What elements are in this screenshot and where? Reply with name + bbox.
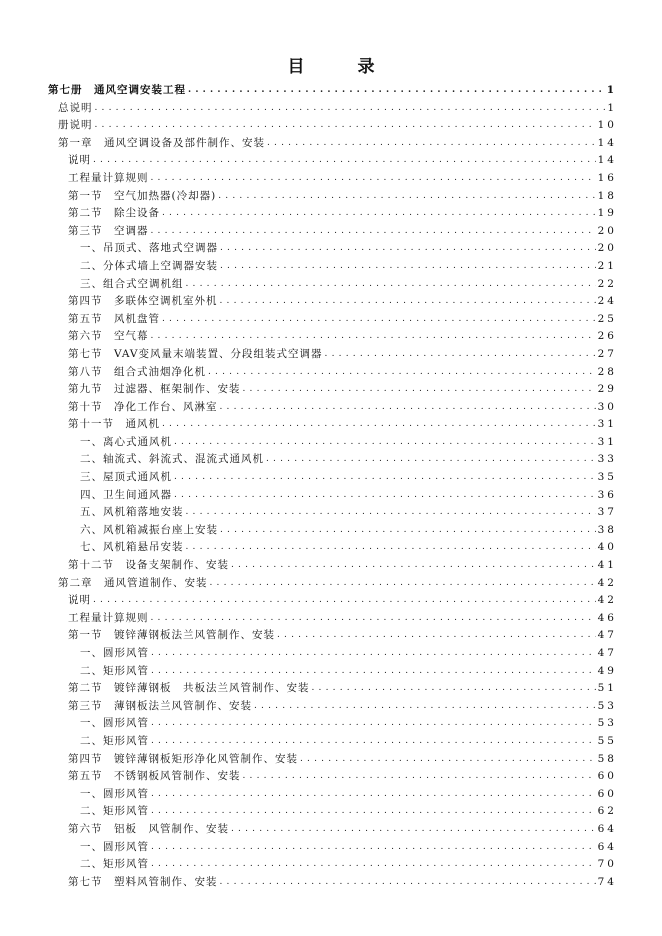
toc-dot-leader (243, 384, 596, 394)
toc-entry-page-number: 42 (597, 594, 617, 607)
toc-dot-leader (174, 437, 596, 447)
toc-entry-label: 二、轴流式、斜流式、混流式通风机 (80, 453, 264, 466)
toc-entry-page-number: 64 (597, 822, 617, 835)
toc-entry-page-number: 38 (597, 523, 617, 536)
toc-entry[interactable] (0, 311, 662, 329)
toc-entry-label: 四、卫生间通风器 (80, 488, 172, 501)
toc-dot-leader (300, 754, 596, 764)
toc-entry-label: 第十节 净化工作台、风淋室 (68, 400, 218, 413)
toc-entry-page-number: 70 (597, 858, 617, 871)
toc-entry-page-number: 49 (597, 664, 617, 677)
toc-entry-label: 第十二节 设备支架制作、安装 (68, 559, 229, 572)
toc-entry[interactable] (0, 557, 662, 575)
toc-entry-label: 一、圆形风管 (80, 647, 149, 659)
toc-dot-leader (243, 771, 596, 781)
toc-entry[interactable] (0, 645, 662, 663)
toc-dot-leader (151, 789, 596, 799)
toc-dot-leader (151, 173, 596, 183)
toc-entry-page-number: 33 (597, 453, 617, 466)
toc-entry[interactable] (0, 821, 662, 839)
toc-entry-page-number: 22 (597, 277, 617, 290)
toc-entry-page-number: 1 (606, 84, 617, 96)
toc-entry-page-number: 74 (597, 875, 617, 888)
toc-entry-page-number: 30 (597, 400, 617, 413)
toc-dot-leader (231, 560, 596, 570)
toc-entry-page-number: 36 (597, 488, 617, 501)
toc-entry-page-number: 53 (597, 717, 617, 730)
toc-entry-page-number: 10 (597, 119, 617, 132)
toc-entry[interactable] (0, 504, 662, 522)
toc-entry-page-number: 20 (597, 242, 617, 255)
toc-entry-label: 第六节 铝板 风管制作、安装 (68, 822, 229, 835)
toc-entry-page-number: 26 (597, 330, 617, 343)
toc-dot-leader (93, 155, 596, 165)
toc-dot-leader (151, 842, 596, 852)
toc-dot-leader (174, 490, 596, 500)
toc-entry-page-number: 41 (597, 559, 617, 572)
toc-entry-label: 总说明 (58, 101, 93, 114)
toc-entry-page-number: 62 (597, 805, 617, 818)
toc-dot-leader (188, 85, 605, 95)
toc-entry[interactable] (0, 786, 662, 804)
toc-dot-leader (220, 402, 596, 412)
toc-entry-label: 一、圆形风管 (80, 787, 149, 800)
toc-entry-page-number: 60 (597, 770, 617, 783)
toc-entry[interactable] (0, 856, 662, 874)
toc-entry-label: 册说明 (58, 119, 93, 132)
toc-entry-page-number: 18 (597, 189, 617, 202)
toc-entry-page-number: 14 (597, 154, 617, 167)
toc-entry[interactable] (0, 381, 662, 399)
toc-entry-label: 二、分体式墙上空调器安装 (80, 259, 218, 272)
toc-dot-leader (186, 542, 596, 552)
toc-entry-page-number: 40 (597, 541, 617, 554)
toc-entry-page-number: 47 (597, 629, 617, 642)
toc-entry-label: 第一节 空气加热器(冷却器) (68, 189, 217, 202)
toc-entry-page-number: 47 (597, 647, 617, 659)
toc-entry-label: 六、风机箱减振台座上安装 (80, 523, 218, 536)
toc-entry-page-number: 27 (597, 347, 617, 360)
toc-entry[interactable] (0, 522, 662, 540)
page-title: 目 录 (287, 57, 393, 77)
toc-entry[interactable] (0, 627, 662, 645)
toc-dot-leader (151, 666, 596, 676)
toc-entry[interactable] (0, 751, 662, 769)
toc-entry[interactable] (0, 135, 662, 153)
toc-entry-label: 二、矩形风管 (80, 734, 149, 747)
toc-entry-page-number: 46 (597, 611, 617, 624)
toc-entry-page-number: 31 (597, 418, 617, 431)
toc-entry-label: 说明 (68, 594, 91, 607)
toc-entry[interactable] (0, 680, 662, 698)
toc-entry-page-number: 37 (597, 506, 617, 519)
toc-entry[interactable] (0, 874, 662, 892)
toc-entry-label: 说明 (68, 154, 91, 167)
toc-entry-page-number: 20 (597, 224, 617, 237)
toc-dot-leader (208, 367, 596, 377)
toc-entry[interactable] (0, 205, 662, 223)
toc-entry[interactable] (0, 592, 662, 610)
toc-dot-leader (151, 226, 596, 236)
toc-dot-leader (162, 314, 596, 324)
toc-entry-label: 一、吊顶式、落地式空调器 (80, 242, 218, 255)
toc-entry-label: 第三节 薄钢板法兰风管制作、安装 (68, 699, 252, 712)
toc-dot-leader (151, 331, 596, 341)
toc-dot-leader (186, 507, 596, 517)
toc-entry[interactable] (0, 416, 662, 434)
toc-entry-page-number: 35 (597, 471, 617, 484)
toc-entry-page-number: 60 (597, 787, 617, 800)
toc-dot-leader (151, 806, 596, 816)
toc-entry-label: 二、矩形风管 (80, 664, 149, 677)
toc-entry-label: 第七节 塑料风管制作、安装 (68, 875, 218, 888)
toc-entry[interactable] (0, 328, 662, 346)
toc-dot-leader (220, 877, 596, 887)
toc-dot-leader (210, 578, 596, 588)
toc-entry-page-number: 28 (597, 365, 617, 378)
toc-dot-leader (151, 718, 596, 728)
toc-entry[interactable] (0, 82, 662, 100)
toc-entry-page-number: 25 (597, 312, 617, 325)
toc-entry-label: 第二节 镀锌薄钢板 共板法兰风管制作、安装 (68, 682, 310, 695)
toc-entry[interactable] (0, 399, 662, 417)
toc-entry[interactable] (0, 698, 662, 716)
toc-entry-label: 第二节 除尘设备 (68, 207, 160, 220)
toc-entry-label: 第十一节 通风机 (68, 418, 160, 431)
toc-entry-label: 第七册 通风空调安装工程 (48, 84, 186, 96)
toc-entry-page-number: 16 (597, 171, 617, 184)
toc-entry-page-number: 55 (597, 734, 617, 747)
toc-entry-page-number: 64 (597, 840, 617, 853)
toc-dot-leader (186, 279, 596, 289)
toc-entry[interactable] (0, 223, 662, 241)
toc-entry-page-number: 21 (597, 259, 617, 272)
toc-entry-label: 工程量计算规则 (68, 611, 149, 624)
table-of-contents (0, 82, 662, 891)
toc-dot-leader (254, 701, 596, 711)
toc-entry-label: 二、矩形风管 (80, 858, 149, 871)
toc-entry[interactable] (0, 276, 662, 294)
toc-entry-label: 第一节 镀锌薄钢板法兰风管制作、安装 (68, 629, 275, 642)
toc-entry-page-number: 58 (597, 752, 617, 765)
toc-entry[interactable] (0, 803, 662, 821)
toc-entry[interactable] (0, 364, 662, 382)
toc-entry[interactable] (0, 152, 662, 170)
toc-entry-label: 第七节 VAV变风量末端装置、分段组装式空调器 (68, 347, 323, 360)
toc-entry-label: 五、风机箱落地安装 (80, 506, 184, 519)
toc-entry[interactable] (0, 663, 662, 681)
toc-entry[interactable] (0, 240, 662, 258)
toc-dot-leader (218, 191, 595, 201)
toc-entry[interactable] (0, 768, 662, 786)
toc-entry-label: 第四节 镀锌薄钢板矩形净化风管制作、安装 (68, 752, 298, 765)
toc-entry[interactable] (0, 117, 662, 135)
toc-dot-leader (95, 120, 596, 130)
toc-entry[interactable] (0, 346, 662, 364)
toc-entry[interactable] (0, 258, 662, 276)
toc-entry-label: 三、屋顶式通风机 (80, 471, 172, 484)
toc-entry-label: 第三节 空调器 (68, 224, 149, 237)
toc-dot-leader (151, 736, 596, 746)
toc-entry[interactable] (0, 451, 662, 469)
toc-entry[interactable] (0, 575, 662, 593)
toc-entry-label: 第五节 不锈钢板风管制作、安装 (68, 770, 241, 783)
toc-entry[interactable] (0, 188, 662, 206)
toc-dot-leader (277, 630, 596, 640)
toc-entry-label: 一、圆形风管 (80, 840, 149, 853)
toc-entry[interactable] (0, 733, 662, 751)
toc-dot-leader (151, 648, 596, 658)
toc-entry-page-number: 29 (597, 383, 617, 396)
toc-entry-label: 二、矩形风管 (80, 805, 149, 818)
toc-entry[interactable] (0, 610, 662, 628)
toc-dot-leader (325, 349, 596, 359)
toc-entry-label: 第四节 多联体空调机室外机 (68, 295, 218, 308)
toc-entry-label: 一、圆形风管 (80, 717, 149, 730)
toc-entry-page-number: 14 (597, 136, 617, 149)
toc-entry-label: 第二章 通风管道制作、安装 (58, 576, 208, 589)
toc-entry-label: 第一章 通风空调设备及部件制作、安装 (58, 136, 265, 149)
toc-entry-label: 七、风机箱悬吊安装 (80, 541, 184, 554)
toc-entry-label: 第五节 风机盘管 (68, 312, 160, 325)
toc-entry-label: 三、组合式空调机组 (80, 277, 184, 290)
toc-entry[interactable] (0, 839, 662, 857)
toc-entry[interactable] (0, 293, 662, 311)
toc-dot-leader (220, 261, 596, 271)
toc-entry[interactable] (0, 434, 662, 452)
toc-dot-leader (95, 103, 606, 113)
toc-entry-page-number: 1 (607, 101, 617, 114)
toc-dot-leader (93, 595, 596, 605)
toc-entry[interactable] (0, 539, 662, 557)
toc-entry[interactable] (0, 469, 662, 487)
toc-dot-leader (151, 859, 596, 869)
toc-entry[interactable] (0, 715, 662, 733)
toc-entry-label: 一、离心式通风机 (80, 435, 172, 448)
toc-dot-leader (162, 419, 596, 429)
toc-dot-leader (267, 138, 596, 148)
toc-dot-leader (312, 683, 596, 693)
toc-dot-leader (174, 472, 596, 482)
toc-dot-leader (162, 208, 596, 218)
toc-dot-leader (266, 454, 596, 464)
toc-dot-leader (220, 296, 596, 306)
toc-entry-page-number: 51 (597, 682, 617, 695)
toc-entry[interactable] (0, 487, 662, 505)
toc-entry-page-number: 24 (597, 295, 617, 308)
toc-entry-label: 第八节 组合式油烟净化机 (68, 365, 206, 378)
toc-entry-page-number: 53 (597, 699, 617, 712)
toc-dot-leader (220, 525, 596, 535)
toc-entry-label: 第九节 过滤器、框架制作、安装 (68, 383, 241, 396)
toc-dot-leader (151, 613, 596, 623)
toc-entry[interactable] (0, 100, 662, 118)
toc-entry-page-number: 19 (597, 207, 617, 220)
toc-entry-label: 工程量计算规则 (68, 171, 149, 184)
toc-entry[interactable] (0, 170, 662, 188)
toc-entry-label: 第六节 空气幕 (68, 330, 149, 343)
toc-dot-leader (231, 824, 596, 834)
toc-dot-leader (220, 243, 596, 253)
toc-entry-page-number: 42 (597, 576, 617, 589)
toc-entry-page-number: 31 (597, 435, 617, 448)
